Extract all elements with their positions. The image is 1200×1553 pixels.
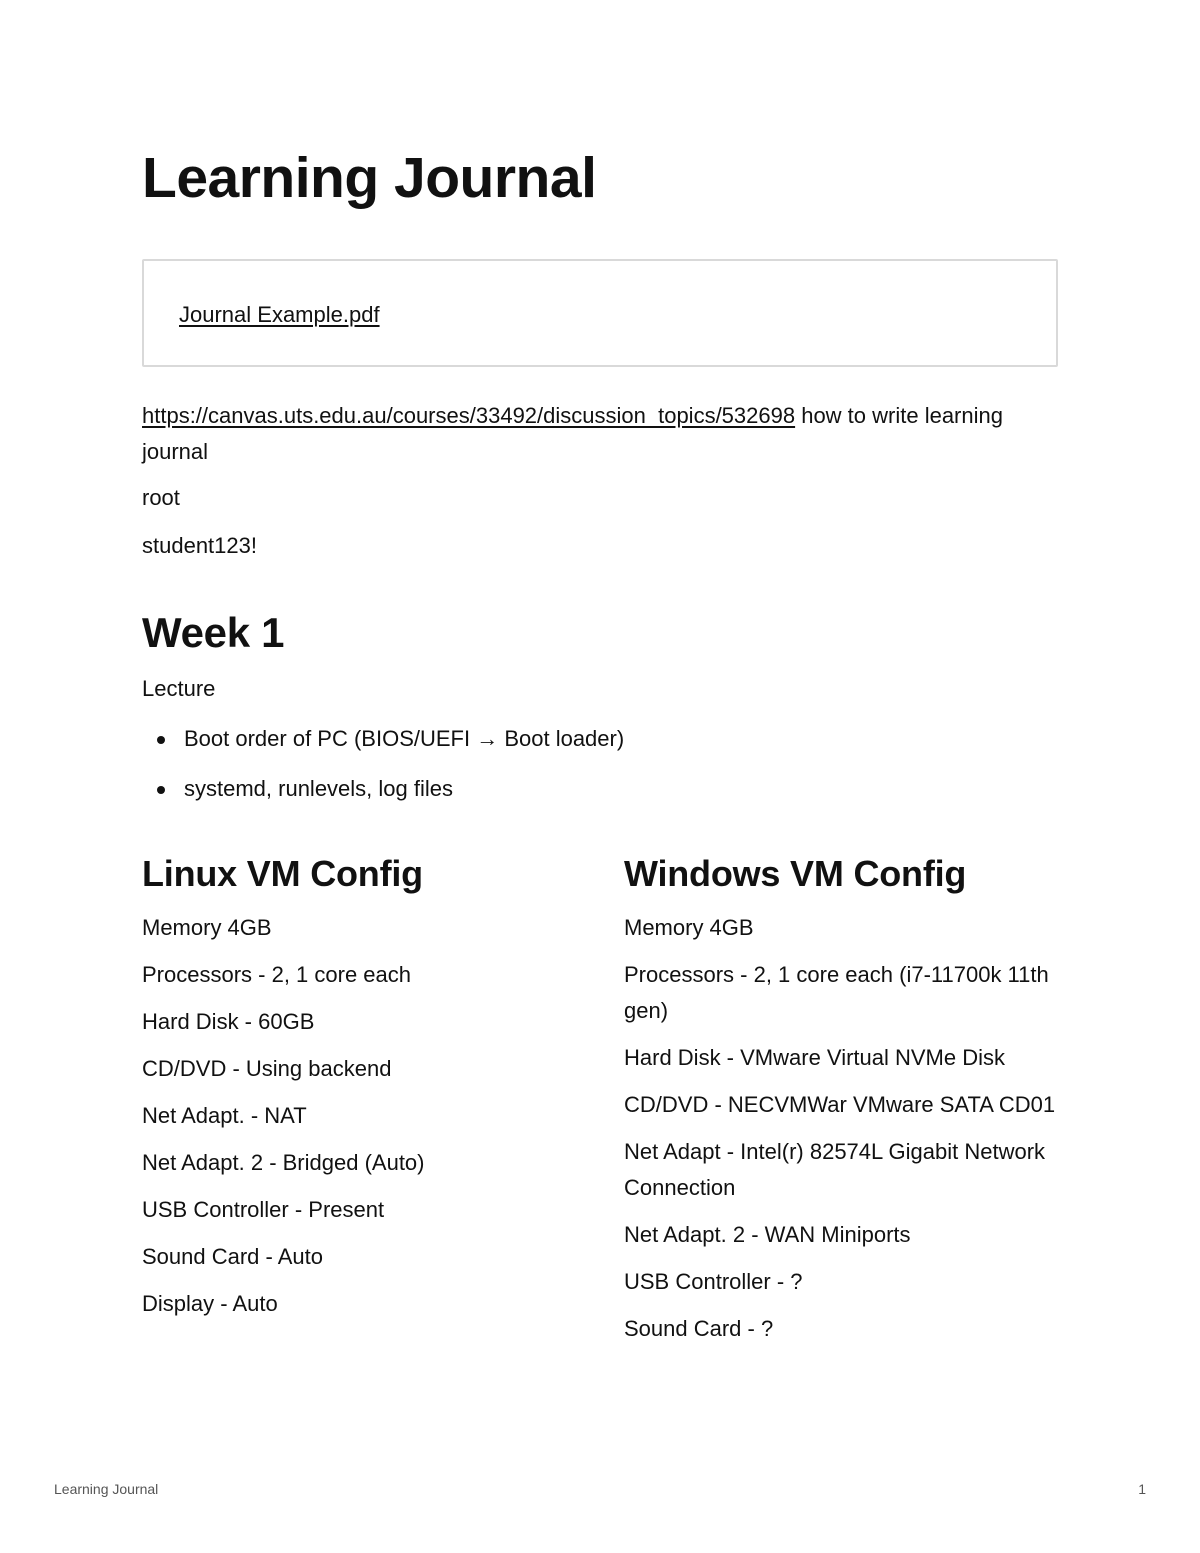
bullet-icon (157, 736, 165, 744)
intro-paragraph (142, 398, 1058, 470)
linux-config-item: Hard Disk - 60GB (142, 1009, 315, 1034)
attachment-box (142, 259, 1058, 367)
page-title: Learning Journal (142, 146, 597, 210)
windows-config-item: Net Adapt. 2 - WAN Miniports (624, 1222, 911, 1247)
windows-config-item: Hard Disk - VMware Virtual NVMe Disk (624, 1045, 1006, 1070)
canvas-discussion-link[interactable]: https://canvas.uts.edu.au/courses/33492/discussion_topics/532698 (142, 403, 796, 428)
intro-link-suffix: how to write learning journal (142, 403, 1003, 464)
windows-config-item: Processors - 2, 1 core each (i7-11700k 11th gen) (624, 962, 1049, 1023)
list-item (142, 721, 624, 771)
linux-vm-config-column (142, 850, 578, 1333)
lecture-subheading: Lecture (142, 676, 216, 701)
attachment-link[interactable]: Journal Example.pdf (179, 302, 380, 327)
bullet-text: systemd, runlevels, log files (184, 776, 453, 801)
windows-config-item: Memory 4GB (624, 915, 754, 940)
windows-config-item: Sound Card - ? (624, 1316, 774, 1341)
footer-title: Learning Journal (54, 1481, 159, 1497)
footer-page-number: 1 (1138, 1481, 1146, 1497)
linux-config-item: USB Controller - Present (142, 1197, 385, 1222)
linux-config-item: CD/DVD - Using backend (142, 1056, 392, 1081)
windows-config-item: USB Controller - ? (624, 1269, 803, 1294)
bullet-text: Boot order of PC (BIOS/UEFI → Boot loader) (184, 726, 625, 751)
list-item (142, 771, 624, 821)
windows-vm-heading: Windows VM Config (624, 853, 967, 894)
linux-config-item: Processors - 2, 1 core each (142, 962, 412, 987)
windows-config-item: Net Adapt - Intel(r) 82574L Gigabit Network Connection (624, 1139, 1046, 1200)
windows-vm-config-column (624, 850, 1060, 1358)
linux-config-item: Net Adapt. - NAT (142, 1103, 307, 1128)
linux-config-item: Memory 4GB (142, 915, 272, 940)
linux-config-item: Sound Card - Auto (142, 1244, 324, 1269)
lecture-bullet-list (142, 721, 624, 821)
windows-config-item: CD/DVD - NECVMWar VMware SATA CD01 (624, 1092, 1056, 1117)
linux-vm-heading: Linux VM Config (142, 853, 423, 894)
bullet-icon (157, 786, 165, 794)
password-text: student123! (142, 533, 257, 558)
week-1-heading: Week 1 (142, 609, 285, 656)
linux-config-item: Net Adapt. 2 - Bridged (Auto) (142, 1150, 425, 1175)
username-text: root (142, 485, 180, 510)
linux-config-item: Display - Auto (142, 1291, 278, 1316)
